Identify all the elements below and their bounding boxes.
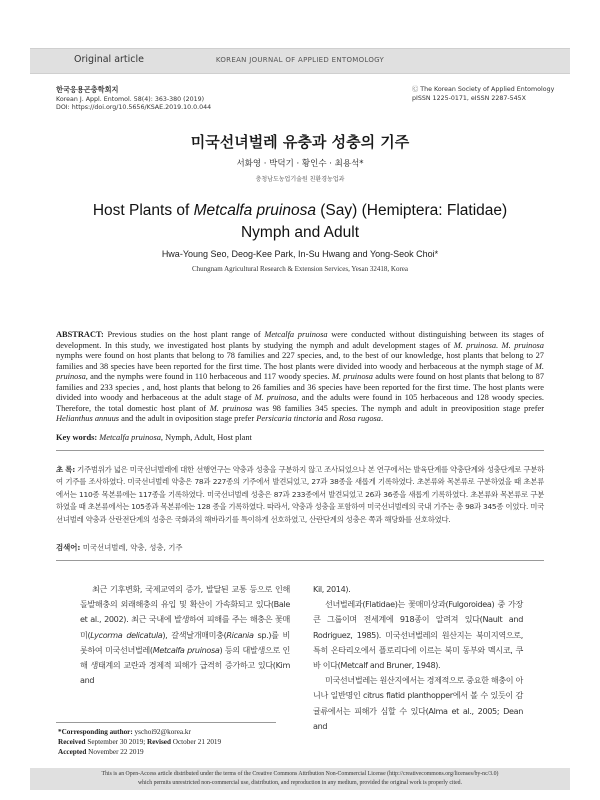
divider — [56, 560, 544, 561]
citation-block — [56, 86, 211, 113]
journal-name-kr: 한국응용곤충학회지 — [56, 85, 119, 94]
citation: Korean J. Appl. Entomol. 58(4): 363-380 (2019) — [56, 95, 205, 103]
body-column-right — [313, 582, 523, 734]
license-text-2: which permits unrestricted non-commercial use, distribution, and reproduction in any medium, provided the original work is properly cited. — [137, 780, 463, 786]
authors-english: Hwa-Young Seo, Deog-Kee Park, In-Su Hwang and Yong-Seok Choi* — [161, 249, 439, 259]
paragraph: 선녀벌레과(Flatidae)는 꽃매미상과(Fulgoroidea) 중 가장 큰 그룹이며 전세계에 918종이 알려져 있다(Nault and Rodriguez, 1985). 미국선녀벌레의 원산지는 북미지역으로, 특히 온타리오에서 플로리다에 이르는 북미 동부와 멕시코, 쿠바 이다(Metcalf and Bruner, 1948). — [313, 599, 523, 671]
footnote-divider — [56, 722, 276, 723]
title-english: Host Plants of Metcalfa pruinosa (Say) (Hemiptera: Flatidae) Nymph and Adult — [92, 202, 508, 241]
title-species: Metcalfa pruinosa — [193, 202, 316, 219]
abstract-korean: 초 록: 기주범위가 넓은 미국선녀벌레에 대한 선행연구는 약충과 성충을 구분하지 않고 조사되었으나 본 연구에서는 발육단계를 약충단계와 성충단계로 구분하여 기주를 조사하였다. 미국선녀벌레 약충은 78과 227종의 기주에서 발견되었고, 27과 38종을 새롭게 기록하였다. 초본류와 목본류로 구분하였을 때 초본류에서는 110종 목본류에는 117종을 기록하였다. 미국선녀벌레 성충은 87과 233종에서 발견되었고 26과 36종을 새롭게 기록하였다. 초본류와 목본류로 구분하였을 때 초본류에서는 105종과 목본류에는 128 종을 기록하였다. 따라서, 약충과 성충을 포함하여 미국선녀벌레의 국내 기주는 총 98과 345종 이었다. 미국선녀벌레 약충과 산란전단계의 성충은 국화과의 해바라기를 특이하게 선호하였고, 산란단계의 성충은 쪽과 해당화를 선호하였다. — [56, 465, 545, 524]
journal-name: KOREAN JOURNAL OF APPLIED ENTOMOLOGY — [215, 56, 385, 64]
paragraph: 최근 기후변화, 국제교역의 증가, 발달된 교통 등으로 인해 돌발해충의 외래해충의 유입 및 확산이 가속화되고 있다(Bale et al., 2002). 최근 국내에 발생하여 피해를 주는 해충은 꽃매미(Lycorma delicatula), 갈색날개매미충(Ricania sp.)를 비롯하여 미국선녀벌레(Metcalfa pruinosa) 등의 대발생으로 인해 생태계의 교란과 경제적 피해가 급격히 증가하고 있다(Kim and — [80, 584, 290, 686]
authors-korean: 서화영 · 박덕기 · 황인수 · 최용석* — [236, 159, 364, 169]
abstract-korean-label: 초 록: — [56, 465, 75, 474]
article-type-label: Original article — [74, 54, 144, 65]
keywords-label: Key words: — [56, 433, 98, 442]
keywords-korean: 검색어: 미국선녀벌레, 약충, 성충, 기주 — [56, 543, 183, 552]
keywords-korean-label: 검색어: — [56, 543, 81, 552]
doi-link[interactable]: DOI: https://doi.org/10.5656/KSAE.2019.10.0.044 — [56, 104, 212, 112]
title-korean: 미국선녀벌레 유충과 성충의 기주 — [190, 133, 410, 151]
affiliation-english: Chungnam Agricultural Research & Extension Services, Yesan 32418, Korea — [192, 265, 408, 273]
journal-header-bar — [30, 48, 570, 74]
divider — [56, 450, 544, 451]
abstract-label: ABSTRACT: — [56, 330, 104, 339]
keywords-english: Key words: Metcalfa pruinosa, Nymph, Adult, Host plant — [56, 433, 252, 442]
affiliation-korean: 충청남도농업기술원 친환경농업과 — [255, 176, 345, 183]
corresponding-email[interactable]: yschoi92@korea.kr — [132, 728, 191, 736]
issn-block — [412, 86, 554, 103]
license-footer — [30, 768, 570, 790]
correspondence-note: *Corresponding author: yschoi92@korea.kr Received September 30 2019; Revised October 21 2019 Accepted November 22 2019 — [58, 728, 222, 756]
copyright-notice: Ⓒ The Korean Society of Applied Entomology — [412, 86, 555, 93]
paragraph: Kil, 2014). — [313, 584, 351, 594]
paragraph: 미국선녀벌레는 원산지에서는 경제적으로 중요한 해충이 아니나 일반명인 citrus flatid planthopper에서 볼 수 있듯이 감귤류에서는 피해가 심할 수 있다(Alma et al., 2005; Dean and — [313, 675, 523, 731]
body-column-left — [80, 582, 290, 688]
issn: pISSN 1225-0171, eISSN 2287-545X — [412, 94, 526, 102]
abstract-english: ABSTRACT: Previous studies on the host plant range of Metcalfa pruinosa were conducted without distinguishing between its stages of development. In this study, we investigated host plants by studying the nymph and adult development stages of M. pruinosa. M. pruinosa nymphs were found on host plants that belong to 78 families and 227 species, and, to the best of our knowledge, host plants that belong to 27 families and 38 species have been reported for the first time. The host plants were divided into woody and herbaceous at the nymph stage of M. pruinosa, and the nymphs were found in 110 herbaceous and 117 woody species. M. pruinosa adults were found on host plants that belong to 87 families and 233 species , and, host plants that belong to 26 families and 36 species have been reported for the first time. The host plants were divided into woody and herbaceous at the adult stage of M. pruinosa, and the adults were found in 105 herbaceous and 128 woody species. Therefore, the total domestic host plant of M. pruinosa was 98 families 345 species. The nymph and adult in preoviposition stage prefer Helianthus annuus and the adult in oviposition stage prefer Persicaria tinctoria and Rosa rugosa. — [56, 330, 545, 424]
license-text-1: This is an Open-Access article distributed under the terms of the Creative Commons Attribution Non-Commercial License (http://creativecommons.org/licenses/by-nc/3.0) — [101, 771, 499, 777]
